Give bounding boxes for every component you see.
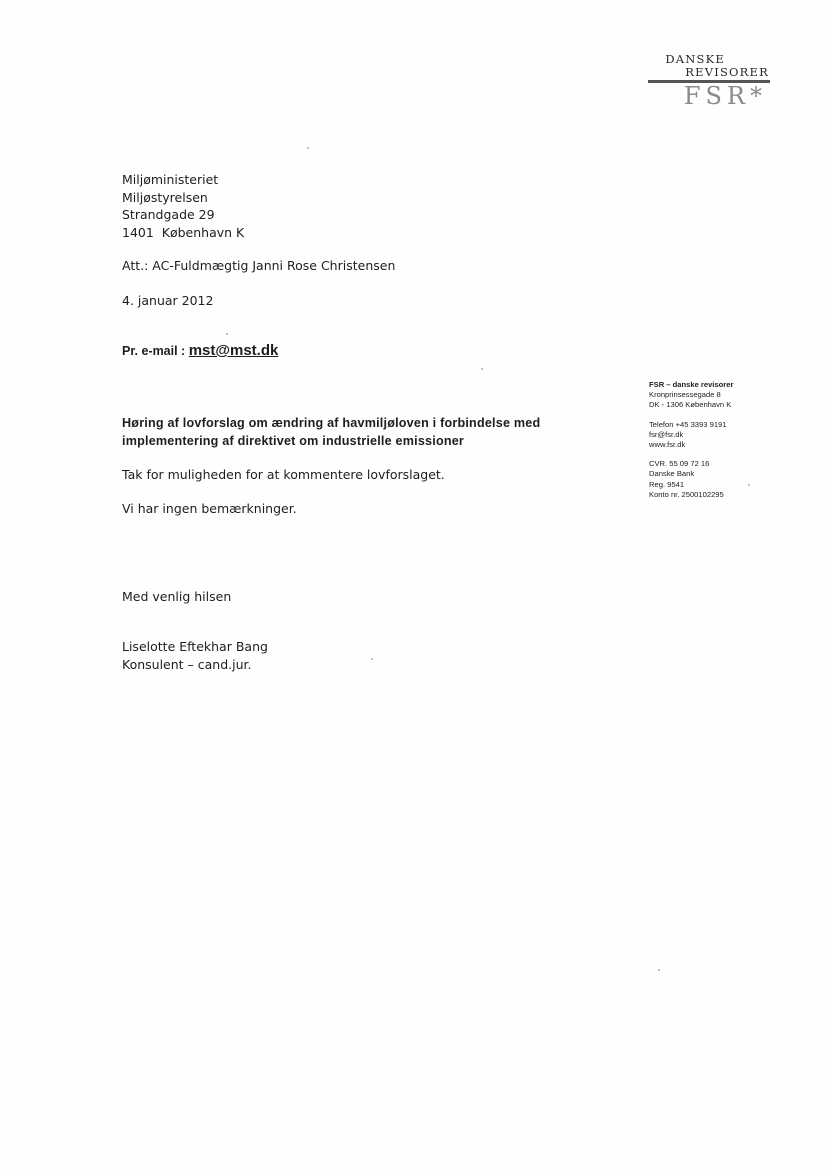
recipient-line: Miljøministeriet	[122, 172, 219, 187]
sender-mail: fsr@fsr.dk	[649, 429, 684, 439]
sender-phone: Telefon +45 3393 9191	[649, 419, 727, 429]
scan-speck	[748, 484, 750, 486]
sender-street: Kronprinsessegade 8	[649, 390, 721, 400]
recipient-line: 1401 København K	[122, 224, 245, 240]
scan-speck	[481, 368, 483, 370]
scan-speck	[371, 658, 373, 660]
sender-cvr: CVR. 55 09 72 16	[649, 459, 710, 469]
scan-speck	[658, 969, 660, 971]
sender-city: DK - 1306 København K	[649, 400, 732, 410]
scan-speck	[226, 333, 228, 335]
subject-line: Høring af lovforslag om ændring af havmiljøloven i forbindelse med	[122, 416, 541, 430]
closing-greeting: Med venlig hilsen	[122, 589, 232, 604]
subject-heading	[122, 414, 602, 450]
subject-line: implementering af direktivet om industrielle emissioner	[122, 434, 465, 448]
fsr-logo	[640, 52, 775, 112]
body-paragraph: Vi har ingen bemærkninger.	[122, 501, 297, 516]
signer-name: Liselotte Eftekhar Bang	[122, 639, 268, 654]
email-link[interactable]: mst@mst.dk	[188, 342, 279, 359]
email-prefix: Pr. e-mail :	[122, 344, 189, 358]
recipient-line: Miljøstyrelsen	[122, 189, 208, 205]
scan-speck	[307, 147, 309, 149]
logo-text-revisorer: REVISORER	[685, 65, 769, 79]
recipient-line: Strandgade 29	[122, 207, 215, 222]
body-paragraph: Tak for muligheden for at kommentere lovforslaget.	[122, 467, 445, 482]
sender-bank: Danske Bank	[649, 469, 695, 479]
sender-web: www.fsr.dk	[649, 440, 686, 450]
sender-name: FSR – danske revisorer	[649, 380, 734, 389]
signer-title: Konsulent – cand.jur.	[122, 657, 252, 672]
letter-date: 4. januar 2012	[122, 293, 214, 308]
sender-account: Konto nr. 2500102295	[649, 489, 724, 499]
sender-info	[649, 380, 733, 500]
sender-reg: Reg. 9541	[649, 479, 685, 489]
email-line	[122, 342, 278, 359]
attention-line: Att.: AC-Fuldmægtig Janni Rose Christensen	[122, 258, 396, 273]
logo-text-danske: DANSKE	[665, 52, 725, 66]
logo-mark-fsr: FSR*	[683, 82, 767, 110]
recipient-address	[122, 171, 244, 241]
